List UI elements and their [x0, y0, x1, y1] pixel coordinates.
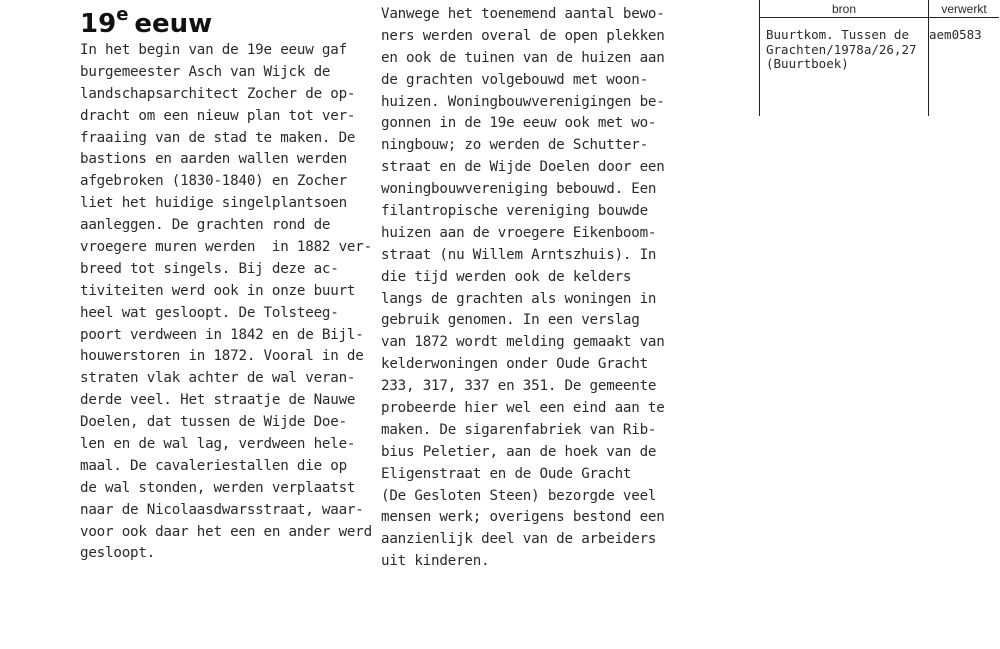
right-column-text-line: bius Peletier, aan de hoek van de: [381, 443, 657, 460]
bron-cell: [760, 18, 929, 117]
left-column-text-line: derde veel. Het straatje de Nauwe: [80, 392, 356, 409]
right-column-text-line: uit kinderen.: [381, 553, 490, 570]
left-column-text-line: houwerstoren in 1872. Vooral in de: [80, 348, 364, 365]
right-column-text-line: en ook de tuinen van de huizen aan: [381, 49, 665, 66]
left-column-text-line: maal. De cavaleriestallen die op: [80, 457, 347, 474]
source-table: [759, 0, 999, 116]
left-column-text-line: tiviteiten werd ook in onze buurt: [80, 282, 356, 299]
right-column-text-line: Vanwege het toenemend aantal bewo-: [381, 6, 665, 22]
left-column-text-line: naar de Nicolaasdwarsstraat, waar-: [80, 501, 364, 518]
text-column-right: [381, 4, 665, 573]
header-verwerkt: verwerkt: [929, 0, 1000, 18]
heading-number: 19: [80, 9, 117, 39]
right-column-text-line: (De Gesloten Steen) bezorgde veel: [381, 487, 657, 504]
right-column-text-line: straat en de Wijde Doelen door een: [381, 159, 665, 176]
right-column-text-line: langs de grachten als woningen in: [381, 290, 657, 307]
right-column-text-line: probeerde hier wel een eind aan te: [381, 400, 665, 417]
left-column-text-line: straten vlak achter de wal veran-: [80, 370, 356, 387]
right-column-text-line: van 1872 wordt melding gemaakt van: [381, 334, 665, 351]
right-column-text-line: gebruik genomen. In een verslag: [381, 312, 640, 329]
left-column-text-line: Doelen, dat tussen de Wijde Doe-: [80, 414, 347, 431]
left-column-text-line: gesloopt.: [80, 545, 156, 562]
right-column-text-line: woningbouwvereniging bebouwd. Een: [381, 181, 657, 198]
right-column-text-line: Eligenstraat en de Oude Gracht: [381, 465, 632, 482]
right-column-text-line: die tijd werden ook de kelders: [381, 268, 632, 285]
left-column-text-line: de wal stonden, werden verplaatst: [80, 479, 356, 496]
left-column-text-line: fraaiing van de stad te maken. De: [80, 129, 356, 146]
left-column-text-line: In het begin van de 19e eeuw gaf: [80, 42, 347, 58]
left-column-text-line: bastions en aarden wallen werden: [80, 151, 347, 168]
right-column-text-line: de grachten volgebouwd met woon-: [381, 71, 648, 88]
left-column-text-line: len en de wal lag, verdween hele-: [80, 436, 356, 453]
right-column-text-line: huizen aan de vroegere Eikenboom-: [381, 224, 657, 241]
bron-line: Buurtkom. Tussen de: [766, 27, 909, 42]
right-column-text-line: mensen werk; overigens bestond een: [381, 509, 665, 526]
right-column-text-line: huizen. Woningbouwverenigingen be-: [381, 93, 665, 110]
bron-line: (Buurtboek): [766, 56, 849, 71]
left-column-text-line: poort verdween in 1842 en de Bijl-: [80, 326, 364, 343]
right-column-text-line: filantropische vereniging bouwde: [381, 203, 648, 220]
bron-line: Grachten/1978a/26,27: [766, 41, 917, 57]
right-column-text-line: ners werden overal de open plekken: [381, 27, 665, 44]
left-column-text-line: afgebroken (1830-1840) en Zocher: [80, 173, 347, 190]
right-column-text-line: ningbouw; zo werden de Schutter-: [381, 137, 648, 154]
right-column-text-line: maken. De sigarenfabriek van Rib-: [381, 421, 657, 438]
verwerkt-cell: aem0583: [929, 18, 1000, 117]
header-bron: bron: [760, 0, 929, 18]
left-column-text-line: dracht om een nieuw plan tot ver-: [80, 107, 356, 124]
heading-superscript: e: [116, 4, 129, 25]
left-column-text-line: heel wat gesloopt. De Tolsteeg-: [80, 304, 339, 321]
left-column-text-line: voor ook daar het een en ander werd: [80, 523, 372, 540]
left-column-text-line: burgemeester Asch van Wijck de: [80, 63, 331, 80]
left-column-text-line: vroegere muren werden in 1882 ver-: [80, 239, 372, 256]
right-column-text-line: kelderwoningen onder Oude Gracht: [381, 356, 648, 373]
left-column-text-line: landschapsarchitect Zocher de op-: [80, 85, 356, 102]
section-heading: [80, 4, 212, 39]
left-column-text-line: aanleggen. De grachten rond de: [80, 217, 331, 234]
left-column-text-line: liet het huidige singelplantsoen: [80, 195, 347, 212]
right-column-text-line: straat (nu Willem Arntszhuis). In: [381, 246, 657, 263]
right-column-text-line: aanzienlijk deel van de arbeiders: [381, 531, 657, 548]
right-column-text-line: gonnen in de 19e eeuw ook met wo-: [381, 115, 657, 132]
heading-word: eeuw: [134, 9, 213, 39]
right-column-text-line: 233, 317, 337 en 351. De gemeente: [381, 378, 657, 395]
text-column-left: [80, 40, 372, 565]
left-column-text-line: breed tot singels. Bij deze ac-: [80, 260, 339, 277]
